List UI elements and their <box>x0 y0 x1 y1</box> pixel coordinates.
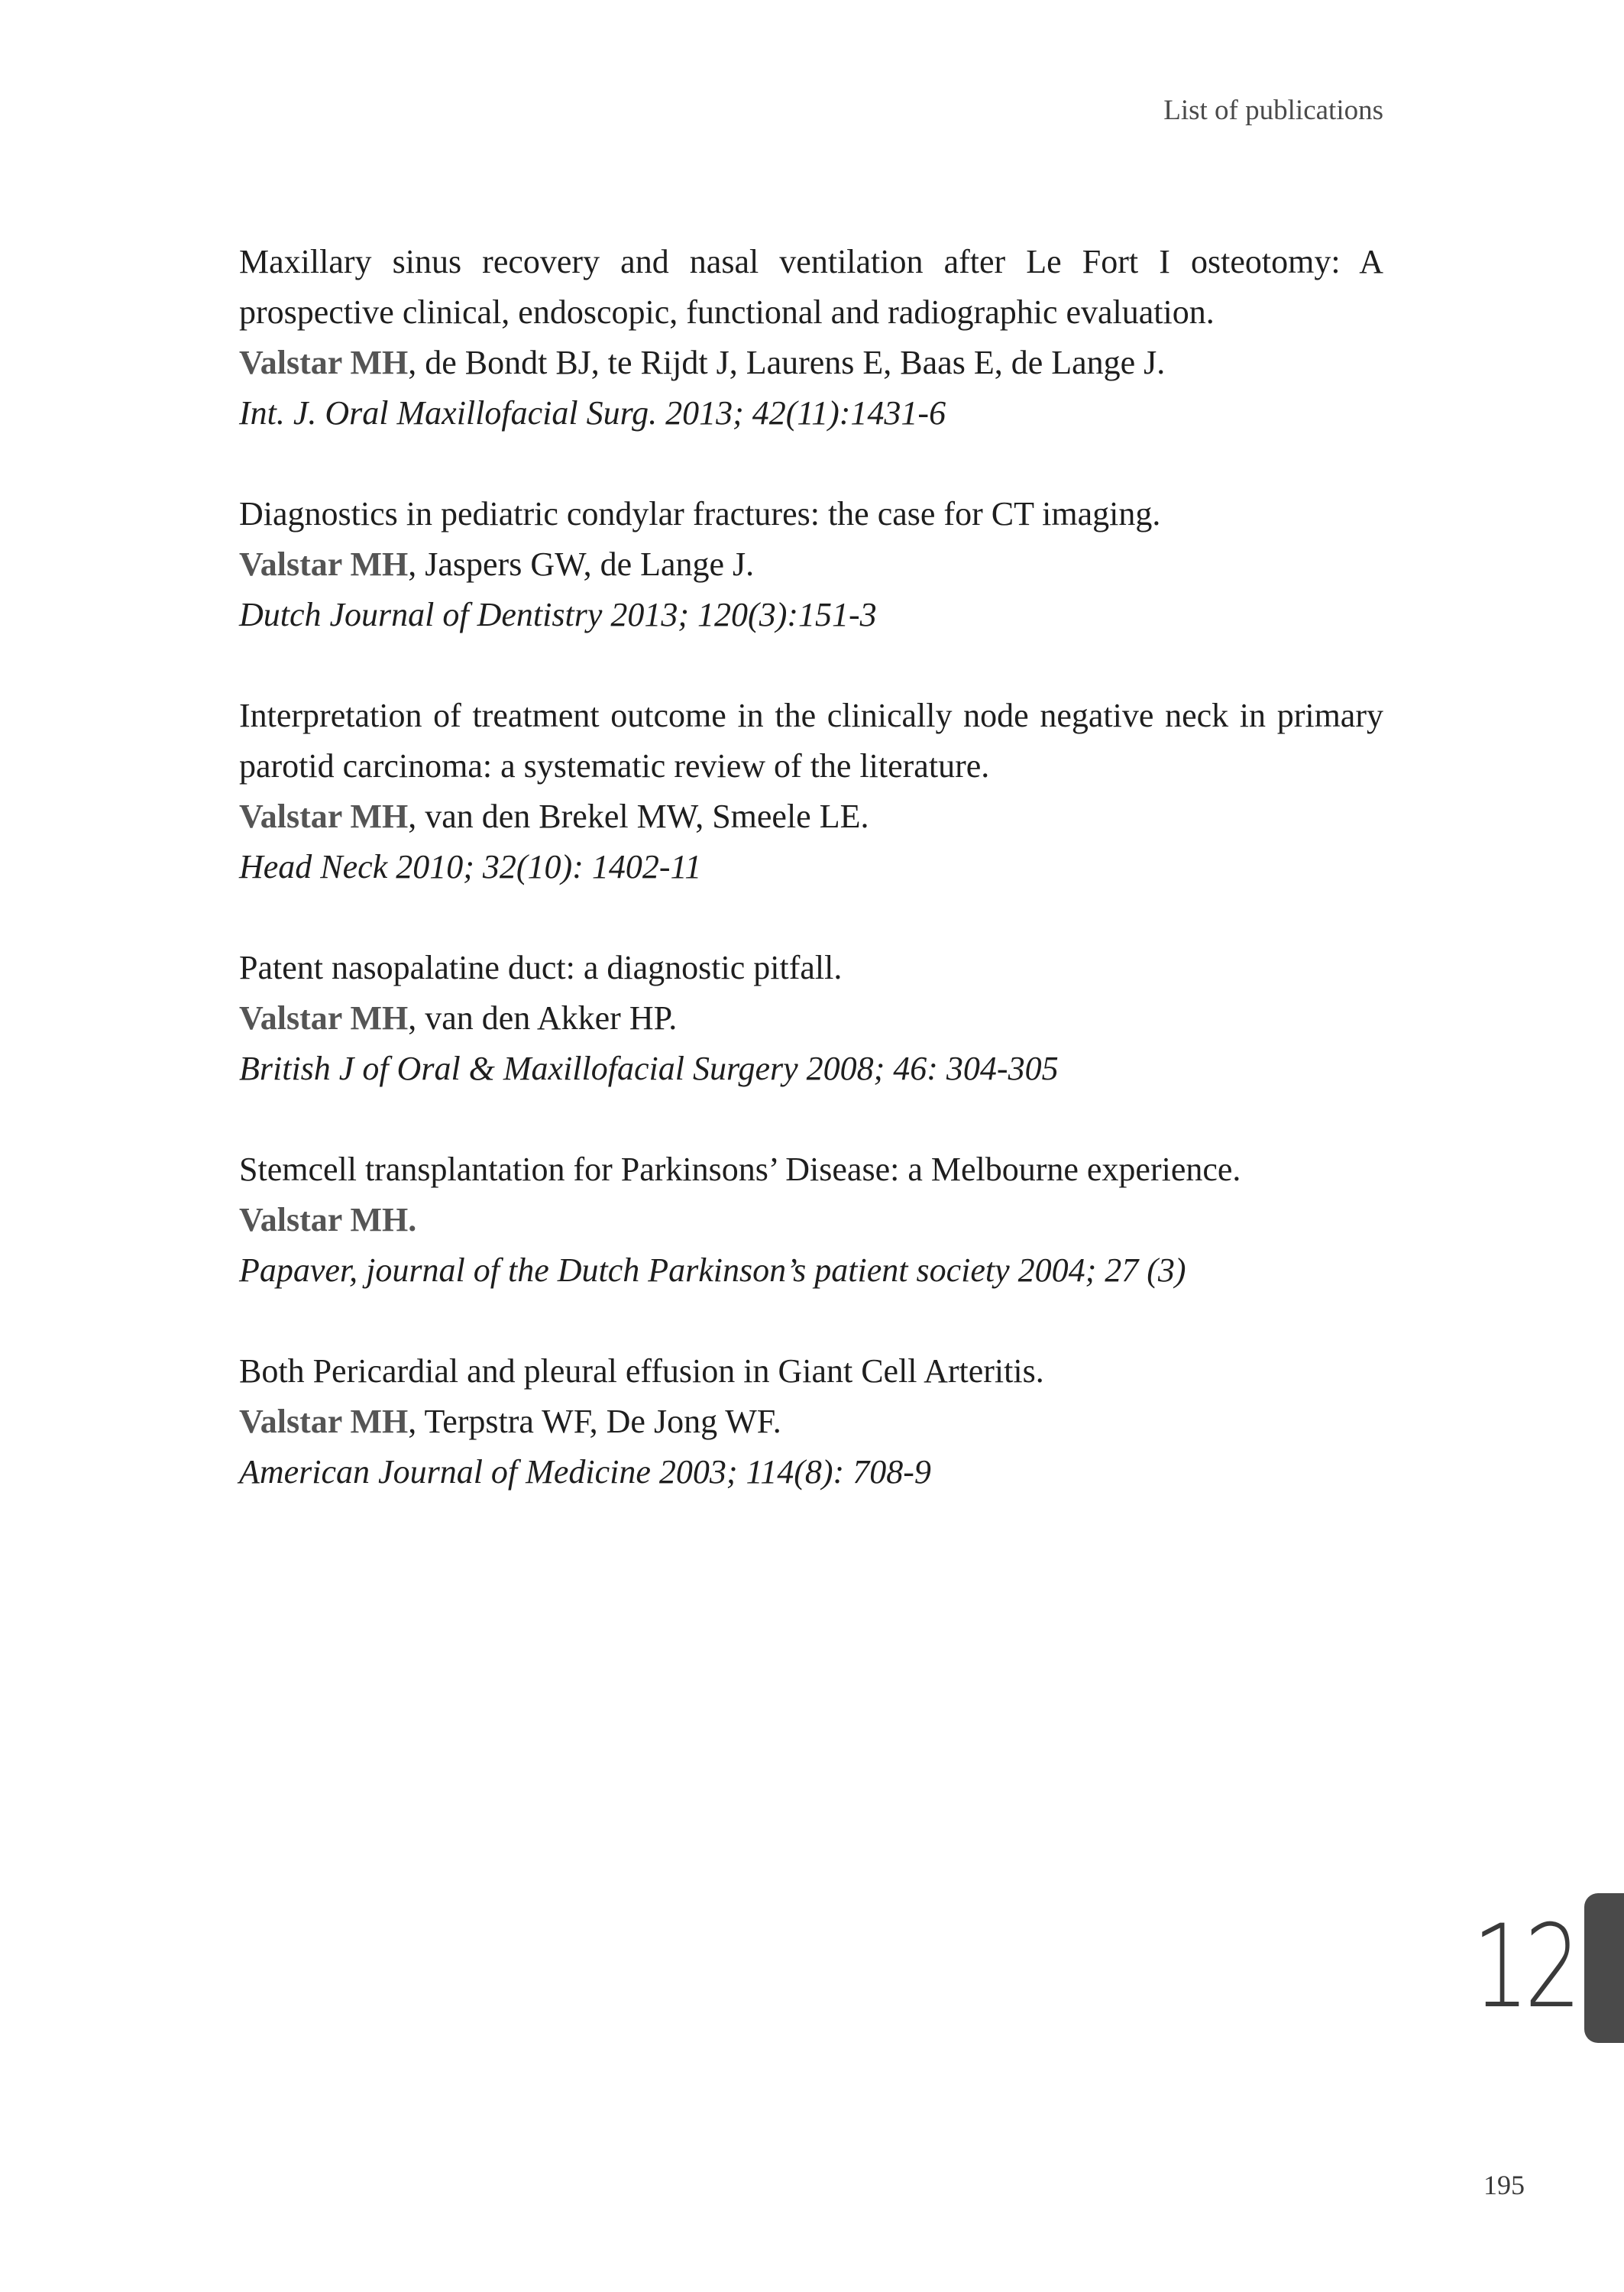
chapter-number: 12 <box>1472 1901 1577 2034</box>
lead-author: Valstar MH. <box>239 1201 417 1238</box>
coauthors: , Jaspers GW, de Lange J. <box>408 545 755 583</box>
coauthors: , van den Brekel MW, Smeele LE. <box>408 798 869 835</box>
lead-author: Valstar MH <box>239 798 409 835</box>
publication-journal: Dutch Journal of Dentistry 2013; 120(3):151-3 <box>239 596 877 633</box>
publication-title: Patent nasopalatine duct: a diagnostic pitfall. <box>239 949 843 986</box>
publication-authors <box>239 539 1383 590</box>
chapter-tab <box>1584 1893 1624 2043</box>
lead-author: Valstar MH <box>239 1403 409 1440</box>
publication-authors <box>239 1195 1383 1245</box>
lead-author: Valstar MH <box>239 344 409 381</box>
publication-title: Both Pericardial and pleural effusion in Giant Cell Arteritis. <box>239 1352 1044 1390</box>
publication-authors <box>239 792 1383 842</box>
publication-entry <box>239 237 1383 439</box>
publication-entry <box>239 943 1383 1094</box>
coauthors: , de Bondt BJ, te Rijdt J, Laurens E, Baas E, de Lange J. <box>408 344 1166 381</box>
publication-entry <box>239 1144 1383 1296</box>
coauthors: , van den Akker HP. <box>408 999 678 1037</box>
publication-entry <box>239 1346 1383 1497</box>
publication-journal: British J of Oral & Maxillofacial Surgery 2008; 46: 304-305 <box>239 1050 1059 1087</box>
lead-author: Valstar MH <box>239 999 409 1037</box>
publication-authors <box>239 993 1383 1044</box>
publication-authors <box>239 338 1383 388</box>
publication-title: Interpretation of treatment outcome in the clinically node negative neck in primary parotid carcinoma: a systematic review of the literature. <box>239 697 1383 785</box>
running-header: List of publications <box>1163 95 1383 126</box>
publication-title: Diagnostics in pediatric condylar fractures: the case for CT imaging. <box>239 495 1161 533</box>
publication-list <box>239 237 1383 1548</box>
publication-journal: Int. J. Oral Maxillofacial Surg. 2013; 42(11):1431-6 <box>239 394 946 432</box>
publication-title: Stemcell transplantation for Parkinsons’ Disease: a Melbourne experience. <box>239 1151 1241 1188</box>
publication-entry <box>239 489 1383 640</box>
publication-title: Maxillary sinus recovery and nasal ventilation after Le Fort I osteotomy: A prospective clinical, endoscopic, functional and radiographic evaluation. <box>239 243 1383 331</box>
coauthors: , Terpstra WF, De Jong WF. <box>408 1403 781 1440</box>
publication-journal: Head Neck 2010; 32(10): 1402-11 <box>239 848 702 885</box>
publication-journal: American Journal of Medicine 2003; 114(8): 708-9 <box>239 1453 931 1491</box>
page-number: 195 <box>1483 2170 1525 2200</box>
publication-authors <box>239 1397 1383 1447</box>
publication-entry <box>239 691 1383 892</box>
publication-journal: Papaver, journal of the Dutch Parkinson’s patient society 2004; 27 (3) <box>239 1251 1186 1289</box>
lead-author: Valstar MH <box>239 545 409 583</box>
